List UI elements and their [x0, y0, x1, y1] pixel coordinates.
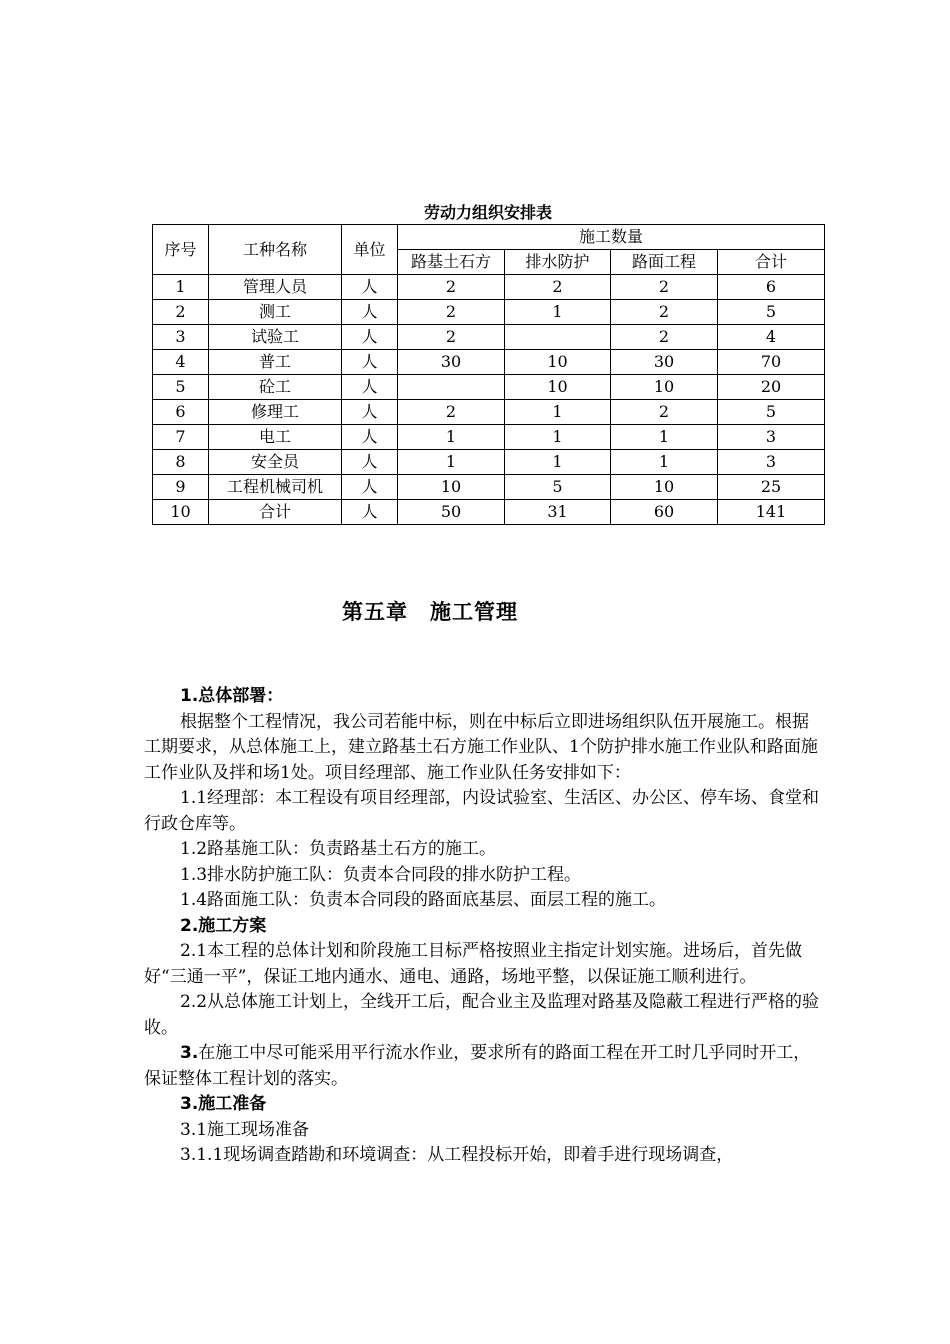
table-cell: 人 [342, 325, 398, 350]
table-cell: 50 [398, 500, 505, 525]
table-cell: 人 [342, 500, 398, 525]
table-cell: 10 [611, 375, 718, 400]
table-cell: 70 [718, 350, 825, 375]
table-cell: 5 [505, 475, 611, 500]
table-cell: 工程机械司机 [209, 475, 342, 500]
table-body [153, 275, 825, 525]
labor-table [152, 224, 825, 525]
table-cell: 3 [718, 450, 825, 475]
table-row [153, 400, 825, 425]
table-cell: 普工 [209, 350, 342, 375]
table-cell: 人 [342, 300, 398, 325]
table-cell: 2 [153, 300, 209, 325]
body-paragraph: 1.1经理部：本工程设有项目经理部，内设试验室、生活区、办公区、停车场、食堂和行政仓库等。 [144, 788, 820, 834]
table-cell: 1 [505, 425, 611, 450]
body-paragraph: 根据整个工程情况，我公司若能中标，则在中标后立即进场组织队伍开展施工。根据工期要求，从总体施工上，建立路基土石方施工作业队、1个防护排水施工作业队和路面施工作业队及拌和场1处。项目经理部、施工作业队任务安排如下： [144, 711, 818, 783]
table-cell: 30 [398, 350, 505, 375]
table-cell: 人 [342, 350, 398, 375]
table-cell: 4 [153, 350, 209, 375]
table-cell: 2 [398, 275, 505, 300]
body-paragraph: 1.2路基施工队：负责路基土石方的施工。 [180, 839, 497, 859]
table-cell: 安全员 [209, 450, 342, 475]
chapter-title: 第五章 施工管理 [342, 600, 518, 624]
table-cell: 30 [611, 350, 718, 375]
section-heading: 2.施工方案 [180, 915, 267, 936]
table-cell: 5 [153, 375, 209, 400]
table-cell: 2 [398, 300, 505, 325]
table-cell: 1 [505, 450, 611, 475]
paragraph-lead: 3. [180, 1043, 199, 1063]
table-cell: 人 [342, 375, 398, 400]
section-heading: 1.总体部署： [180, 686, 284, 706]
table-cell: 60 [611, 500, 718, 525]
body-paragraph: 3.1.1现场调查踏勘和环境调查：从工程投标开始，即着手进行现场调查， [180, 1145, 734, 1165]
table-cell: 6 [718, 275, 825, 300]
table-cell: 合计 [209, 500, 342, 525]
table-row [153, 300, 825, 325]
table-cell: 4 [718, 325, 825, 350]
table-cell: 5 [718, 300, 825, 325]
header-name: 工种名称 [209, 225, 342, 275]
table-cell: 人 [342, 400, 398, 425]
table-cell: 人 [342, 475, 398, 500]
table-cell: 2 [398, 400, 505, 425]
table-cell: 10 [505, 375, 611, 400]
paragraph-text: 在施工中尽可能采用平行流水作业，要求所有的路面工程在开工时几乎同时开工，保证整体工程计划的落实。 [144, 1043, 811, 1089]
body-paragraph: 1.4路面施工队：负责本合同段的路面底基层、面层工程的施工。 [180, 890, 667, 910]
table-cell: 10 [398, 475, 505, 500]
table-cell: 2 [611, 300, 718, 325]
header-col-pavement: 路面工程 [611, 250, 718, 275]
header-col-total: 合计 [718, 250, 825, 275]
table-cell: 31 [505, 500, 611, 525]
table-cell: 1 [398, 425, 505, 450]
table-cell: 测工 [209, 300, 342, 325]
body-paragraph: 2.2从总体施工计划上，全线开工后，配合业主及监理对路基及隐蔽工程进行严格的验收。 [144, 992, 820, 1038]
table-cell: 3 [153, 325, 209, 350]
table-cell: 人 [342, 425, 398, 450]
table-cell: 3 [718, 425, 825, 450]
table-row [153, 450, 825, 475]
table-cell: 10 [611, 475, 718, 500]
table-row [153, 375, 825, 400]
table-cell: 141 [718, 500, 825, 525]
table-cell: 7 [153, 425, 209, 450]
table-cell: 1 [398, 450, 505, 475]
table-cell: 1 [153, 275, 209, 300]
body-paragraph: 1.3排水防护施工队：负责本合同段的排水防护工程。 [180, 864, 582, 885]
body-paragraph: 2.1本工程的总体计划和阶段施工目标严格按照业主指定计划实施。进场后，首先做好“三通一平”，保证工地内通水、通电、通路，场地平整，以保证施工顺利进行。 [144, 941, 803, 987]
table-cell: 1 [505, 400, 611, 425]
header-col-roadbed: 路基土石方 [398, 250, 505, 275]
table-cell: 1 [611, 450, 718, 475]
header-col-drainage: 排水防护 [505, 250, 611, 275]
table-cell: 1 [611, 425, 718, 450]
section-heading: 3.施工准备 [180, 1094, 267, 1114]
table-row [153, 475, 825, 500]
table-cell: 20 [718, 375, 825, 400]
table-row [153, 500, 825, 525]
table-cell: 5 [718, 400, 825, 425]
table-cell: 10 [505, 350, 611, 375]
table-cell [398, 375, 505, 400]
body-text [144, 684, 824, 1169]
table-row [153, 275, 825, 300]
table-cell: 管理人员 [209, 275, 342, 300]
table-row [153, 350, 825, 375]
header-no: 序号 [153, 225, 209, 275]
table-title: 劳动力组织安排表 [423, 203, 552, 222]
table-cell: 6 [153, 400, 209, 425]
table-cell: 电工 [209, 425, 342, 450]
table-cell: 2 [611, 325, 718, 350]
table-cell: 1 [505, 300, 611, 325]
table-cell: 8 [153, 450, 209, 475]
table-cell: 25 [718, 475, 825, 500]
table-cell: 修理工 [209, 400, 342, 425]
table-cell: 9 [153, 475, 209, 500]
table-cell: 10 [153, 500, 209, 525]
body-paragraph [144, 1041, 824, 1092]
table-cell: 砼工 [209, 375, 342, 400]
table-cell: 2 [611, 275, 718, 300]
table-cell: 2 [398, 325, 505, 350]
table-cell: 2 [505, 275, 611, 300]
table-row [153, 425, 825, 450]
body-paragraph: 3.1施工现场准备 [180, 1119, 310, 1140]
table-cell [505, 325, 611, 350]
table-row [153, 325, 825, 350]
table-cell: 人 [342, 275, 398, 300]
header-unit: 单位 [342, 225, 398, 275]
table-cell: 试验工 [209, 325, 342, 350]
table-cell: 2 [611, 400, 718, 425]
header-qty: 施工数量 [398, 225, 825, 250]
table-cell: 人 [342, 450, 398, 475]
